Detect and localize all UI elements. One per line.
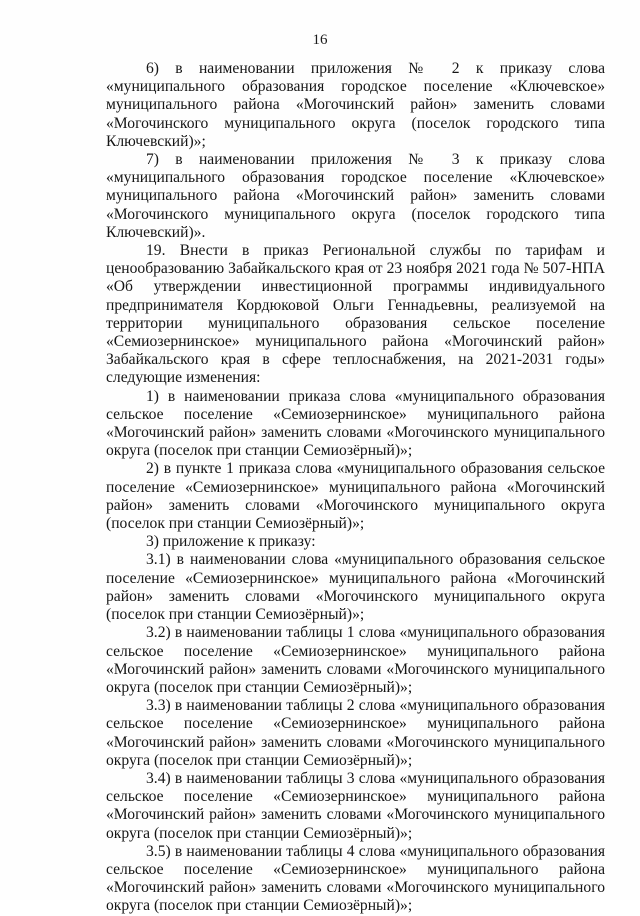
paragraph-1: 1) в наименовании приказа слова «муниципального образования сельское поселение «Семиозернинское» муниципального района «Могочинский район» заменить словами «Могочинского муниципального округа (поселок при станции Семиозёрный)»; bbox=[106, 387, 605, 460]
paragraph-3-3: 3.3) в наименовании таблицы 2 слова «муниципального образования сельское поселение «Семиозернинское» муниципального района «Могочинский район» заменить словами «Могочинского муниципального округа (поселок при станции Семиозёрный)»; bbox=[106, 697, 605, 769]
paragraph-3-1: 3.1) в наименовании слова «муниципального образования сельское поселение «Семиозернинское» муниципального района «Могочинский район» заменить словами «Могочинского муниципального округа (поселок при станции Семиозёрный)»; bbox=[106, 551, 605, 624]
paragraph-3-2: 3.2) в наименовании таблицы 1 слова «муниципального образования сельское поселение «Семиозернинское» муниципального района «Могочинский район» заменить словами «Могочинского муниципального округа (поселок при станции Семиозёрный)»; bbox=[106, 624, 605, 696]
paragraph-2: 2) в пункте 1 приказа слова «муниципального образования сельское поселение «Семиозернинское» муниципального района «Могочинский район» заменить словами «Могочинского муниципального округа (поселок при станции Семиозёрный)»; bbox=[106, 460, 605, 533]
page-number: 16 bbox=[312, 32, 328, 48]
paragraph-3-4: 3.4) в наименовании таблицы 3 слова «муниципального образования сельское поселение «Семиозернинское» муниципального района «Могочинский район» заменить словами «Могочинского муниципального округа (поселок при станции Семиозёрный)»; bbox=[106, 769, 605, 842]
paragraph-6: 6) в наименовании приложения № 2 к приказу слова «муниципального образования городское поселение «Ключевское» муниципального района «Могочинский район» заменить словами «Могочинского муниципального округа (поселок городского типа Ключевский)»; bbox=[106, 60, 605, 150]
paragraph-3: 3) приложение к приказу: bbox=[146, 533, 316, 551]
paragraph-19: 19. Внести в приказ Региональной службы по тарифам и ценообразованию Забайкальского края от 23 ноября 2021 года № 507-НПА «Об утверждении инвестиционной программы индивидуального предпринимателя Кордюковой Ольги Геннадьевны, реализуемой на территории муниципального образования сельское поселение «Семиозернинское» муниципального района «Могочинский район» Забайкальского края в сфере теплоснабжения, на 2021-2031 годы» следующие изменения: bbox=[106, 242, 605, 387]
paragraph-3-5: 3.5) в наименовании таблицы 4 слова «муниципального образования сельское поселение «Семиозернинское» муниципального района «Могочинский район» заменить словами «Могочинского муниципального округа (поселок при станции Семиозёрный)»; bbox=[106, 842, 605, 915]
paragraph-7: 7) в наименовании приложения № 3 к приказу слова «муниципального образования городское поселение «Ключевское» муниципального района «Могочинский район» заменить словами «Могочинского муниципального округа (поселок городского типа Ключевский)». bbox=[106, 151, 605, 241]
document-body bbox=[106, 60, 605, 916]
